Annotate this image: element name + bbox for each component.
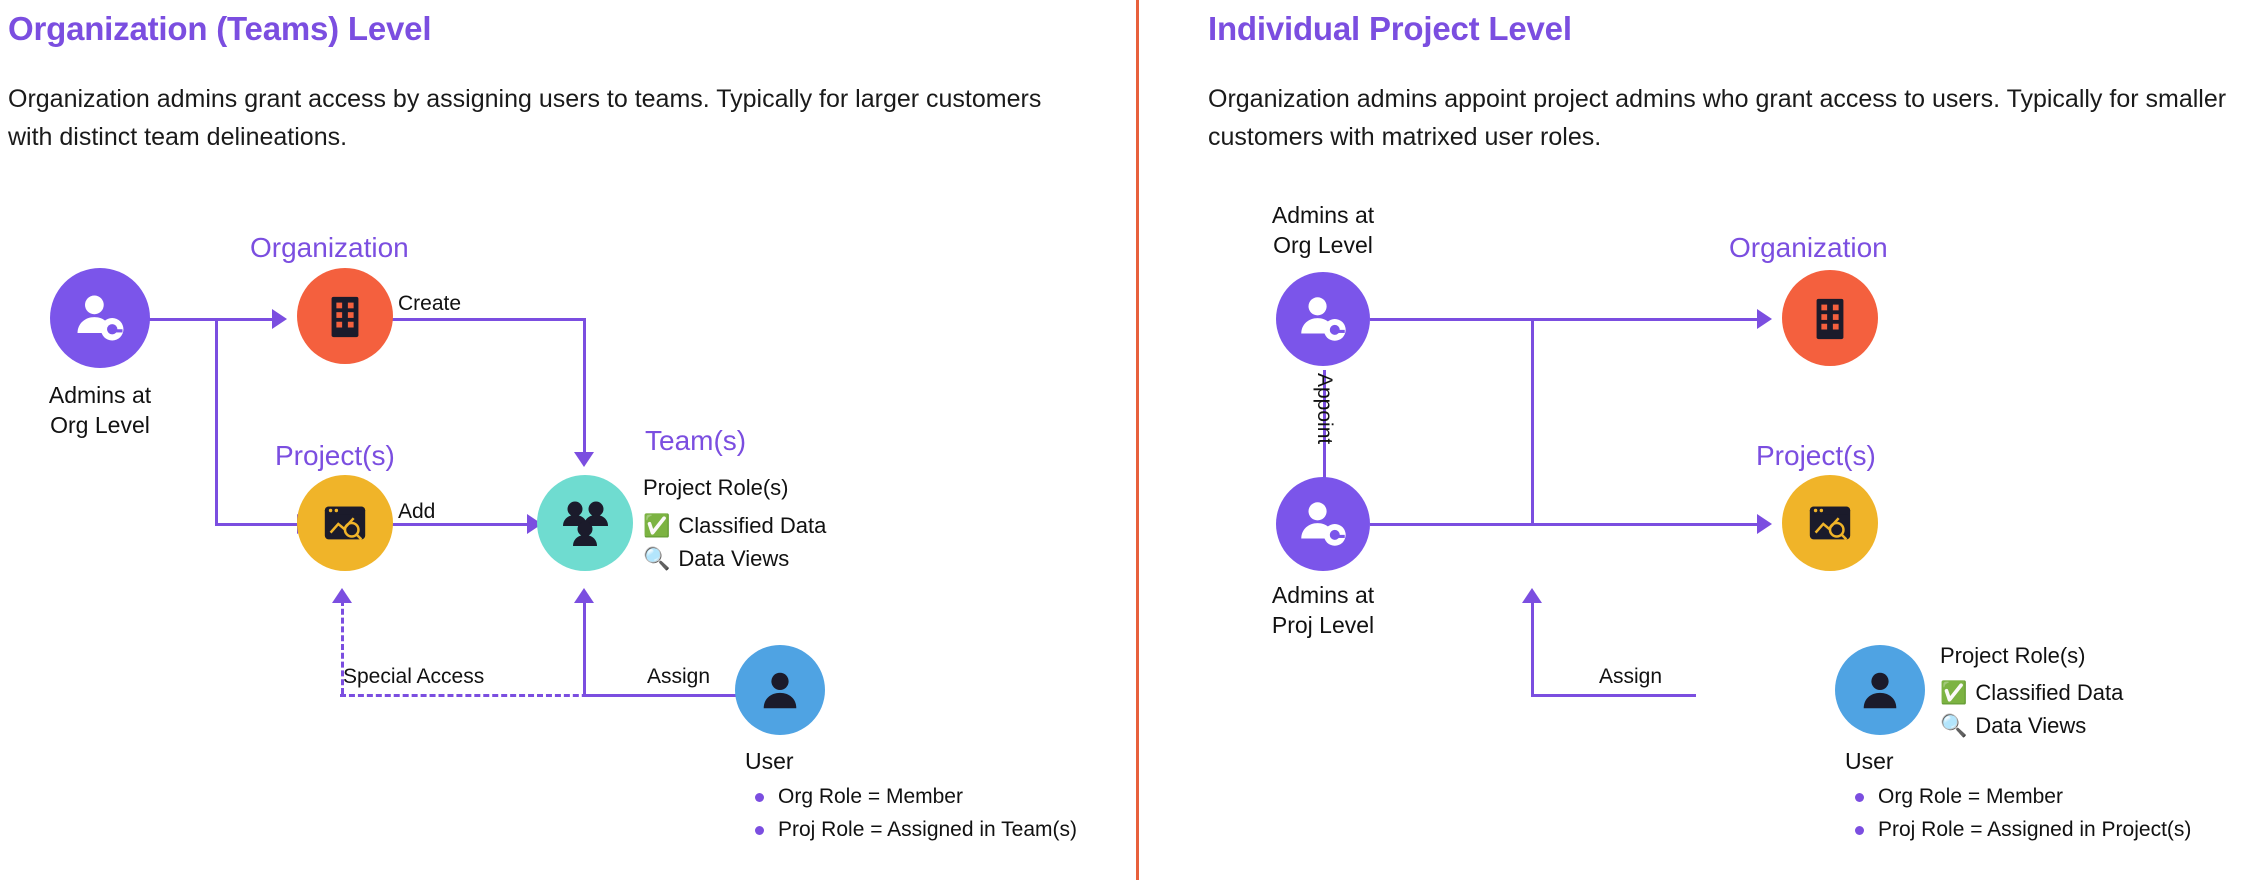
node-projects[interactable] bbox=[297, 475, 393, 571]
role-item-classified-data bbox=[1940, 680, 2123, 706]
panel-divider bbox=[1136, 0, 1139, 880]
arrowhead-user-to-team bbox=[574, 588, 594, 603]
magnifier-icon: 🔍 bbox=[643, 546, 671, 571]
label-user: User bbox=[1845, 748, 1894, 774]
left-panel-description: Organization admins grant access by assigning users to teams. Typically for larger customers with distinct team delineations. bbox=[8, 85, 1042, 151]
bullet-icon bbox=[1855, 793, 1864, 802]
edge-admin-to-org bbox=[140, 318, 275, 321]
panel-individual-project-level bbox=[1180, 0, 2251, 893]
bullet-label: Proj Role = Assigned in Project(s) bbox=[1878, 818, 2192, 841]
bullet-label: Org Role = Member bbox=[1878, 785, 2063, 808]
label-admins-proj-level: Admins at Proj Level bbox=[1271, 582, 1375, 638]
label-edge-create: Create bbox=[398, 292, 462, 315]
node-user[interactable] bbox=[735, 645, 825, 735]
edge-admin-to-project bbox=[215, 523, 300, 526]
list-item bbox=[1855, 785, 2191, 809]
role-item-data-views bbox=[1940, 713, 2086, 739]
check-icon: ✅ bbox=[1940, 680, 1968, 705]
left-panel-title: Organization (Teams) Level bbox=[8, 10, 432, 47]
label-edge-appoint: Appoint bbox=[1313, 373, 1336, 445]
role-label: Data Views bbox=[678, 546, 790, 571]
label-user: User bbox=[745, 748, 794, 774]
arrowhead-user-to-project bbox=[1522, 588, 1542, 603]
edge-admin-down bbox=[215, 318, 218, 525]
node-organization[interactable] bbox=[297, 268, 393, 364]
edge-orgadmin-to-org bbox=[1370, 318, 1760, 321]
bullet-icon bbox=[755, 826, 764, 835]
label-organization: Organization bbox=[250, 232, 409, 263]
label-project-roles-title: Project Role(s) bbox=[1940, 643, 2086, 668]
edge-user-to-project-h bbox=[1531, 694, 1696, 697]
node-teams[interactable] bbox=[537, 475, 633, 571]
edge-projadmin-to-project bbox=[1370, 523, 1760, 526]
arrowhead-special-access bbox=[332, 588, 352, 603]
list-item bbox=[755, 785, 1077, 809]
edge-user-to-team-v bbox=[583, 600, 586, 694]
right-bullet-list bbox=[1855, 785, 2191, 851]
label-edge-assign: Assign bbox=[647, 665, 711, 688]
role-label: Data Views bbox=[1975, 713, 2087, 738]
bullet-label: Org Role = Member bbox=[778, 785, 963, 808]
right-panel-description: Organization admins appoint project admins who grant access to users. Typically for smaller customers with matrixed user roles. bbox=[1208, 85, 2227, 151]
label-project-roles-title: Project Role(s) bbox=[643, 475, 789, 500]
node-projects[interactable] bbox=[1782, 475, 1878, 571]
label-edge-special-access: Special Access bbox=[343, 665, 485, 688]
node-admins-proj-level[interactable] bbox=[1276, 477, 1370, 571]
role-label: Classified Data bbox=[678, 513, 827, 538]
arrowhead-orgadmin-to-org bbox=[1757, 309, 1772, 329]
label-projects: Project(s) bbox=[1756, 440, 1876, 471]
magnifier-icon: 🔍 bbox=[1940, 713, 1968, 738]
label-edge-assign: Assign bbox=[1599, 665, 1663, 688]
label-projects: Project(s) bbox=[275, 440, 395, 471]
bullet-label: Proj Role = Assigned in Team(s) bbox=[778, 818, 1078, 841]
arrowhead-admin-to-org bbox=[272, 309, 287, 329]
role-item-classified-data bbox=[643, 513, 826, 539]
edge-special-access-h bbox=[340, 694, 740, 697]
check-icon: ✅ bbox=[643, 513, 671, 538]
arrowhead-projadmin-to-project bbox=[1757, 514, 1772, 534]
label-admins-org-level: Admins at Org Level bbox=[1271, 202, 1375, 258]
edge-org-to-team-h bbox=[390, 318, 585, 321]
left-bullet-list bbox=[755, 785, 1077, 851]
bullet-icon bbox=[1855, 826, 1864, 835]
label-teams: Team(s) bbox=[645, 425, 747, 456]
right-panel-title: Individual Project Level bbox=[1208, 10, 1572, 47]
arrowhead-org-to-team bbox=[574, 452, 594, 467]
edge-user-to-project-v bbox=[1531, 600, 1534, 694]
list-item bbox=[1855, 818, 2191, 842]
list-item bbox=[755, 818, 1077, 842]
label-admins-org-level: Admins at Org Level bbox=[48, 382, 152, 438]
role-item-data-views bbox=[643, 546, 789, 572]
edge-org-to-team-v bbox=[583, 318, 586, 458]
role-label: Classified Data bbox=[1975, 680, 2124, 705]
edge-vertical-connector bbox=[1531, 318, 1534, 525]
bullet-icon bbox=[755, 793, 764, 802]
node-user[interactable] bbox=[1835, 645, 1925, 735]
node-organization[interactable] bbox=[1782, 270, 1878, 366]
node-admins-org-level[interactable] bbox=[1276, 272, 1370, 366]
node-admins-org-level[interactable] bbox=[50, 268, 150, 368]
label-organization: Organization bbox=[1729, 232, 1888, 263]
label-edge-add: Add bbox=[398, 500, 436, 523]
